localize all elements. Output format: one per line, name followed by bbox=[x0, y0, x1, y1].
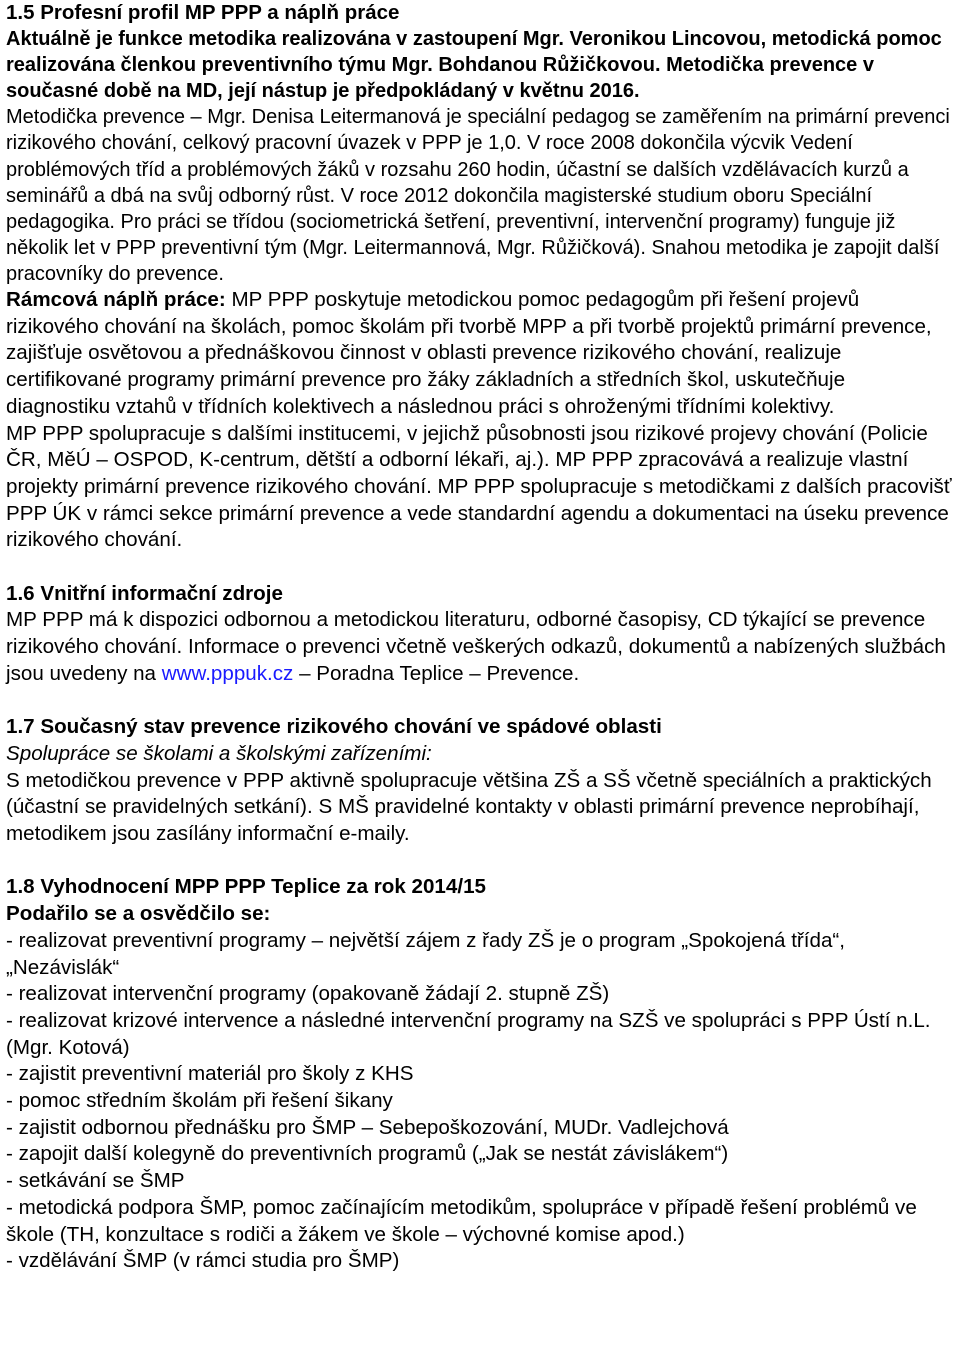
heading-1-6: 1.6 Vnitřní informační zdroje bbox=[6, 581, 283, 605]
zdroje-text-after: – Poradna Teplice – Prevence. bbox=[293, 661, 580, 685]
spoluprace-subheading: Spolupráce se školami a školskými zařízeními: bbox=[6, 741, 432, 765]
stav-paragraph: S metodičkou prevence v PPP aktivně spolupracuje většina ZŠ a SŠ včetně speciálních a praktických (účastní se pravidelných setkání). S MŠ pravidelné kontakty v oblasti primární prevence neprobíhají, metodikem jsou zasílány informační e-maily. bbox=[6, 768, 932, 846]
podarilo-list bbox=[6, 928, 954, 1275]
list-item: - zapojit další kolegyně do preventivních programů („Jak se nestát závislákem“) bbox=[6, 1142, 729, 1166]
list-item: - realizovat krizové intervence a následné intervenční programy na SZŠ ve spolupráci s PPP Ústí n.L. (Mgr. Kotová) bbox=[6, 1008, 931, 1059]
list-item: - vzdělávání ŠMP (v rámci studia pro ŠMP) bbox=[6, 1249, 400, 1273]
ramcova-text: MP PPP poskytuje metodickou pomoc pedagogům při řešení projevů rizikového chování na školách, pomoc školám při tvorbě MPP a při tvorbě projektů primární prevence, zajišťuje osvětovou a přednáškovou činnost v oblasti prevence rizikového chování, realizuje certifikované programy primární prevence pro žáky základních a středních škol, uskutečňuje diagnostiku vztahů v třídních kolektivech a následnou práci s ohroženými třídními kolektivy. bbox=[6, 288, 932, 418]
spacer bbox=[6, 554, 954, 581]
section-main bbox=[6, 287, 954, 1275]
list-item: - pomoc středním školám při řešení šikany bbox=[6, 1089, 393, 1113]
ramcova-paragraph bbox=[6, 287, 954, 421]
list-item: - zajistit preventivní materiál pro školy z KHS bbox=[6, 1062, 414, 1086]
list-item: - setkávání se ŠMP bbox=[6, 1169, 185, 1193]
intro-bold-paragraph: Aktuálně je funkce metodika realizována v zastoupení Mgr. Veronikou Lincovou, metodická pomoc realizována členkou preventivního týmu Mgr. Bohdanou Růžičkovou. Metodička prevence v současné době na MD, její nástup je předpokládaný v květnu 2016. bbox=[6, 28, 942, 103]
spacer bbox=[6, 848, 954, 875]
list-item: - realizovat intervenční programy (opakovaně žádají 2. stupně ZŠ) bbox=[6, 982, 610, 1006]
section-1-5 bbox=[6, 0, 954, 287]
heading-1-8: 1.8 Vyhodnocení MPP PPP Teplice za rok 2014/15 bbox=[6, 875, 486, 899]
list-item: - zajistit odbornou přednášku pro ŠMP – Sebepoškozování, MUDr. Vadlejchová bbox=[6, 1115, 729, 1139]
zdroje-paragraph bbox=[6, 607, 954, 687]
heading-1-5: 1.5 Profesní profil MP PPP a náplň práce bbox=[6, 1, 400, 24]
spoluprace-paragraph: MP PPP spolupracuje s dalšími institucemi, v jejichž působnosti jsou rizikové projevy chování (Policie ČR, MěÚ – OSPOD, K-centrum, dětští a odborní lékaři, aj.). MP PPP zpracovává a realizuje vlastní projekty primární prevence rizikového chování. MP PPP spolupracuje s metodičkami z dalších pracovišť PPP ÚK v rámci sekce primární prevence a vede standardní agendu a dokumentaci na úseku prevence rizikového chování. bbox=[6, 421, 952, 552]
podarilo-subheading: Podařilo se a osvědčilo se: bbox=[6, 902, 271, 926]
ramcova-label: Rámcová náplň práce: bbox=[6, 288, 226, 312]
list-item: - realizovat preventivní programy – největší zájem z řady ZŠ je o program „Spokojená třída“, „Nezávislák“ bbox=[6, 928, 845, 979]
heading-1-7: 1.7 Současný stav prevence rizikového chování ve spádové oblasti bbox=[6, 715, 662, 739]
metodicka-paragraph: Metodička prevence – Mgr. Denisa Leitermanová je speciální pedagog se zaměřením na primární prevenci rizikového chování, celkový pracovní úvazek v PPP je 1,0. V roce 2008 dokončila výcvik Vedení problémových tříd a problémových žáků v rozsahu 260 hodin, účastní se dalších vzdělávacích kurzů a seminářů a dbá na svůj odborný růst. V roce 2012 dokončila magisterské studium oboru Speciální pedagogika. Pro práci se třídou (sociometrická šetření, preventivní, intervenční programy) funguje již několik let v PPP preventivní tým (Mgr. Leitermannová, Mgr. Růžičková). Snahou metodika je zapojit další pracovníky do prevence. bbox=[6, 106, 950, 285]
pppuk-link[interactable]: www.pppuk.cz bbox=[161, 661, 294, 685]
zdroje-text: MP PPP má k dispozici odbornou a metodickou literaturu, odborné časopisy, CD týkající se prevence rizikového chování. Informace o prevenci včetně veškerých odkazů, dokumentů a nabízených službách jsou uvedeny na bbox=[6, 608, 946, 685]
spacer bbox=[6, 688, 954, 715]
list-item: - metodická podpora ŠMP, pomoc začínajícím metodikům, spolupráce v případě řešení problémů ve škole (TH, konzultace s rodiči a žákem ve škole – výchovné komise apod.) bbox=[6, 1195, 917, 1246]
